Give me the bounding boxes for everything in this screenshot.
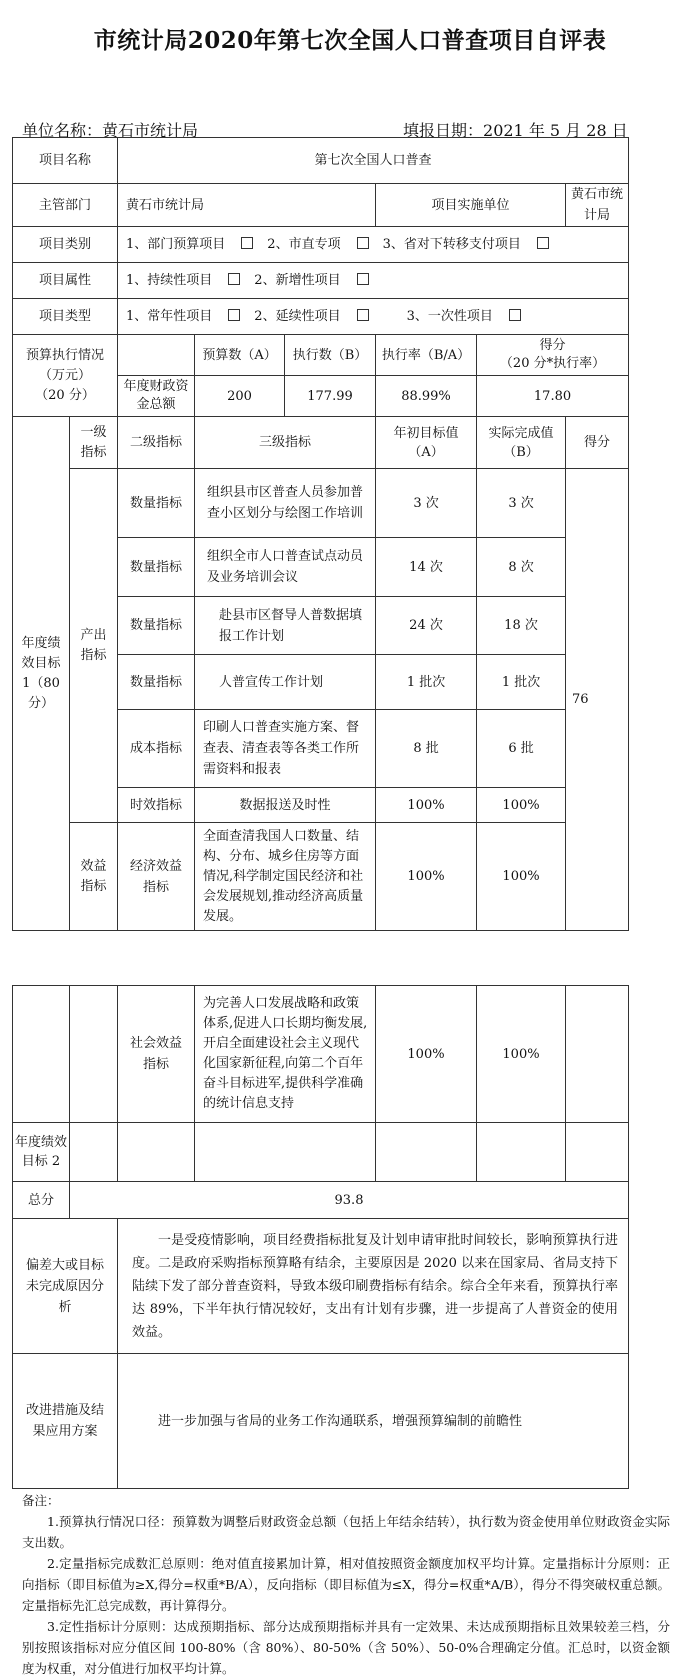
indicator-actual: 100%	[477, 986, 566, 1123]
checkbox-icon	[357, 237, 369, 249]
deviation-label: 偏差大或目标未完成原因分析	[13, 1219, 118, 1354]
unit-name-value: 黄石市统计局	[102, 121, 199, 140]
category-option-2: 2、市直专项	[267, 237, 341, 252]
dept-value: 黄石市统计局	[118, 184, 376, 227]
project-name-label: 项目名称	[13, 138, 118, 184]
indicator-actual: 1 批次	[477, 655, 566, 710]
category-options	[118, 227, 629, 263]
budget-empty-header	[118, 335, 195, 376]
checkbox-icon	[537, 237, 549, 249]
budget-row-label: 年度财政资金总额	[118, 376, 195, 417]
header-target-line2: （A）	[408, 444, 444, 460]
checkbox-icon	[228, 309, 240, 321]
goal1-score: 76	[566, 469, 629, 931]
budget-b-value: 177.99	[285, 376, 376, 417]
budget-a-value: 200	[195, 376, 285, 417]
budget-col-score-line2: （20 分*执行率）	[499, 356, 606, 371]
indicator-level3: 全面查清我国人口数量、结构、分布、城乡住房等方面情况,科学制定国民经济和社会发展规划,推动经济高质量发展。	[195, 823, 376, 931]
type-options	[118, 299, 629, 335]
indicator-level3: 印刷人口普查实施方案、督查表、清查表等各类工作所需资料和报表	[195, 710, 376, 788]
indicator-target: 1 批次	[376, 655, 477, 710]
deviation-text: 一是受疫情影响，项目经费指标批复及计划申请审批时间较长，影响预算执行进度。二是政府采购指标预算略有结余，主要原因是 2020 以来在国家局、省局支持下陆续下发了部分普查资料，导致本级印刷费指标有结余。综合全年来看，预算执行率达 89%，下半年执行情况较好，支出有计划有步骤，进一步提高了人普资金的使用效益。	[118, 1219, 629, 1354]
attribute-option-2: 2、新增性项目	[254, 273, 341, 288]
category-option-1: 1、部门预算项目	[126, 237, 226, 252]
note-item: 2.定量指标完成数汇总原则：绝对值直接累加计算，相对值按照资金额度加权平均计算。定量指标计分原则：正向指标（即目标值为≥X,得分=权重*B/A），反向指标（即目标值为≤X，得分=权重*A/B），得分不得突破权重总额。定量指标先汇总完成数，再计算得分。	[22, 1556, 670, 1613]
budget-label-line1: 预算执行情况	[26, 347, 105, 363]
goal2-empty	[477, 1123, 566, 1182]
indicator-level2: 数量指标	[118, 469, 195, 538]
header-level1: 一级指标	[70, 417, 118, 469]
improve-label: 改进措施及结果应用方案	[13, 1354, 118, 1489]
total-value: 93.8	[70, 1182, 629, 1219]
indicator-level3: 组织全市人口普查试点动员及业务培训会议	[195, 538, 376, 597]
type-label: 项目类型	[13, 299, 118, 335]
indicator-level2: 数量指标	[118, 538, 195, 597]
type-option-1: 1、常年性项目	[126, 309, 213, 324]
goal1-continued-empty	[13, 986, 70, 1123]
evaluation-table	[12, 137, 629, 931]
indicator-actual: 6 批	[477, 710, 566, 788]
header-score: 得分	[566, 417, 629, 469]
indicator-level3: 为完善人口发展战略和政策体系,促进人口长期均衡发展,开启全面建设社会主义现代化国家新征程,向第二个百年奋斗目标进军,提供科学准确的统计信息支持	[195, 986, 376, 1123]
checkbox-icon	[241, 237, 253, 249]
indicator-level2: 时效指标	[118, 788, 195, 823]
impl-unit-value: 黄石市统计局	[566, 184, 629, 227]
indicator-level2: 数量指标	[118, 597, 195, 655]
header-target	[376, 417, 477, 469]
type-option-2: 2、延续性项目	[254, 309, 341, 324]
goal2-empty	[376, 1123, 477, 1182]
budget-label-line2: （万元）	[39, 367, 92, 383]
indicator-level3: 赴县市区督导人普数据填报工作计划	[195, 597, 376, 655]
category-option-3: 3、省对下转移支付项目	[382, 237, 521, 252]
header-target-line1: 年初目标值	[393, 425, 459, 441]
indicator-target: 8 批	[376, 710, 477, 788]
indicator-level3: 人普宣传工作计划	[195, 655, 376, 710]
indicator-actual: 18 次	[477, 597, 566, 655]
notes	[22, 1490, 670, 1679]
budget-label-line3: （20 分）	[35, 387, 95, 403]
indicator-level2: 社会效益指标	[118, 986, 195, 1123]
header-actual-line2: （B）	[503, 444, 539, 460]
fill-date-label: 填报日期：	[403, 121, 484, 140]
attribute-label: 项目属性	[13, 263, 118, 299]
output-indicator-label: 产出指标	[70, 469, 118, 823]
indicator-target: 100%	[376, 823, 477, 931]
benefit-indicator-label: 效益指标	[70, 823, 118, 931]
category-label: 项目类别	[13, 227, 118, 263]
budget-col-a: 预算数（A）	[195, 335, 285, 376]
checkbox-icon	[357, 309, 369, 321]
total-label: 总分	[13, 1182, 70, 1219]
indicator-level3: 数据报送及时性	[195, 788, 376, 823]
indicator-actual: 100%	[477, 788, 566, 823]
budget-col-score	[477, 335, 629, 376]
note-item: 3.定性指标计分原则：达成预期指标、部分达成预期指标并具有一定效果、未达成预期指标且效果较差三档，分别按照该指标对应分值区间 100-80%（含 80%）、80-50%（含 50%）、50-0%合理确定分值。汇总时，以资金额度为权重，对分值进行加权平均计算。	[22, 1619, 670, 1676]
header-level2: 二级指标	[118, 417, 195, 469]
goal2-empty	[566, 1123, 629, 1182]
benefit-continued-empty	[70, 986, 118, 1123]
project-name-value: 第七次全国人口普查	[118, 138, 629, 184]
indicator-level3: 组织县市区普查人员参加普查小区划分与绘图工作培训	[195, 469, 376, 538]
attribute-options	[118, 263, 629, 299]
indicator-level2: 成本指标	[118, 710, 195, 788]
goal2-empty	[118, 1123, 195, 1182]
indicator-level2: 经济效益指标	[118, 823, 195, 931]
checkbox-icon	[228, 273, 240, 285]
budget-rate-value: 88.99%	[376, 376, 477, 417]
indicator-target: 3 次	[376, 469, 477, 538]
dept-label: 主管部门	[13, 184, 118, 227]
evaluation-table-continued	[12, 985, 629, 1489]
indicator-actual: 8 次	[477, 538, 566, 597]
indicator-actual: 3 次	[477, 469, 566, 538]
indicator-level2: 数量指标	[118, 655, 195, 710]
impl-unit-label: 项目实施单位	[376, 184, 566, 227]
budget-col-b: 执行数（B）	[285, 335, 376, 376]
goal2-label: 年度绩效目标 2	[13, 1123, 70, 1182]
fill-date-value: 2021 年 5 月 28 日	[483, 121, 628, 140]
goal2-empty	[195, 1123, 376, 1182]
attribute-option-1: 1、持续性项目	[126, 273, 213, 288]
improve-text: 进一步加强与省局的业务工作沟通联系，增强预算编制的前瞻性	[118, 1354, 629, 1489]
budget-label	[13, 335, 118, 417]
notes-title: 备注：	[22, 1493, 60, 1508]
indicator-target: 100%	[376, 788, 477, 823]
page-title: 市统计局2020年第七次全国人口普查项目自评表	[93, 27, 607, 54]
type-option-3: 3、一次性项目	[406, 309, 493, 324]
unit-name-label: 单位名称：	[22, 121, 103, 140]
indicator-target: 14 次	[376, 538, 477, 597]
social-score-empty	[566, 986, 629, 1123]
header-actual	[477, 417, 566, 469]
budget-col-score-line1: 得分	[539, 338, 566, 353]
note-item: 1.预算执行情况口径：预算数为调整后财政资金总额（包括上年结余结转），执行数为资金使用单位财政资金实际支出数。	[22, 1514, 670, 1550]
goal1-label: 年度绩效目标 1（80 分）	[13, 417, 70, 931]
checkbox-icon	[509, 309, 521, 321]
budget-score-value: 17.80	[477, 376, 629, 417]
checkbox-icon	[357, 273, 369, 285]
indicator-actual: 100%	[477, 823, 566, 931]
indicator-target: 24 次	[376, 597, 477, 655]
goal2-empty	[70, 1123, 118, 1182]
budget-col-rate: 执行率（B/A）	[376, 335, 477, 376]
header-actual-line1: 实际完成值	[488, 425, 554, 441]
indicator-target: 100%	[376, 986, 477, 1123]
header-level3: 三级指标	[195, 417, 376, 469]
